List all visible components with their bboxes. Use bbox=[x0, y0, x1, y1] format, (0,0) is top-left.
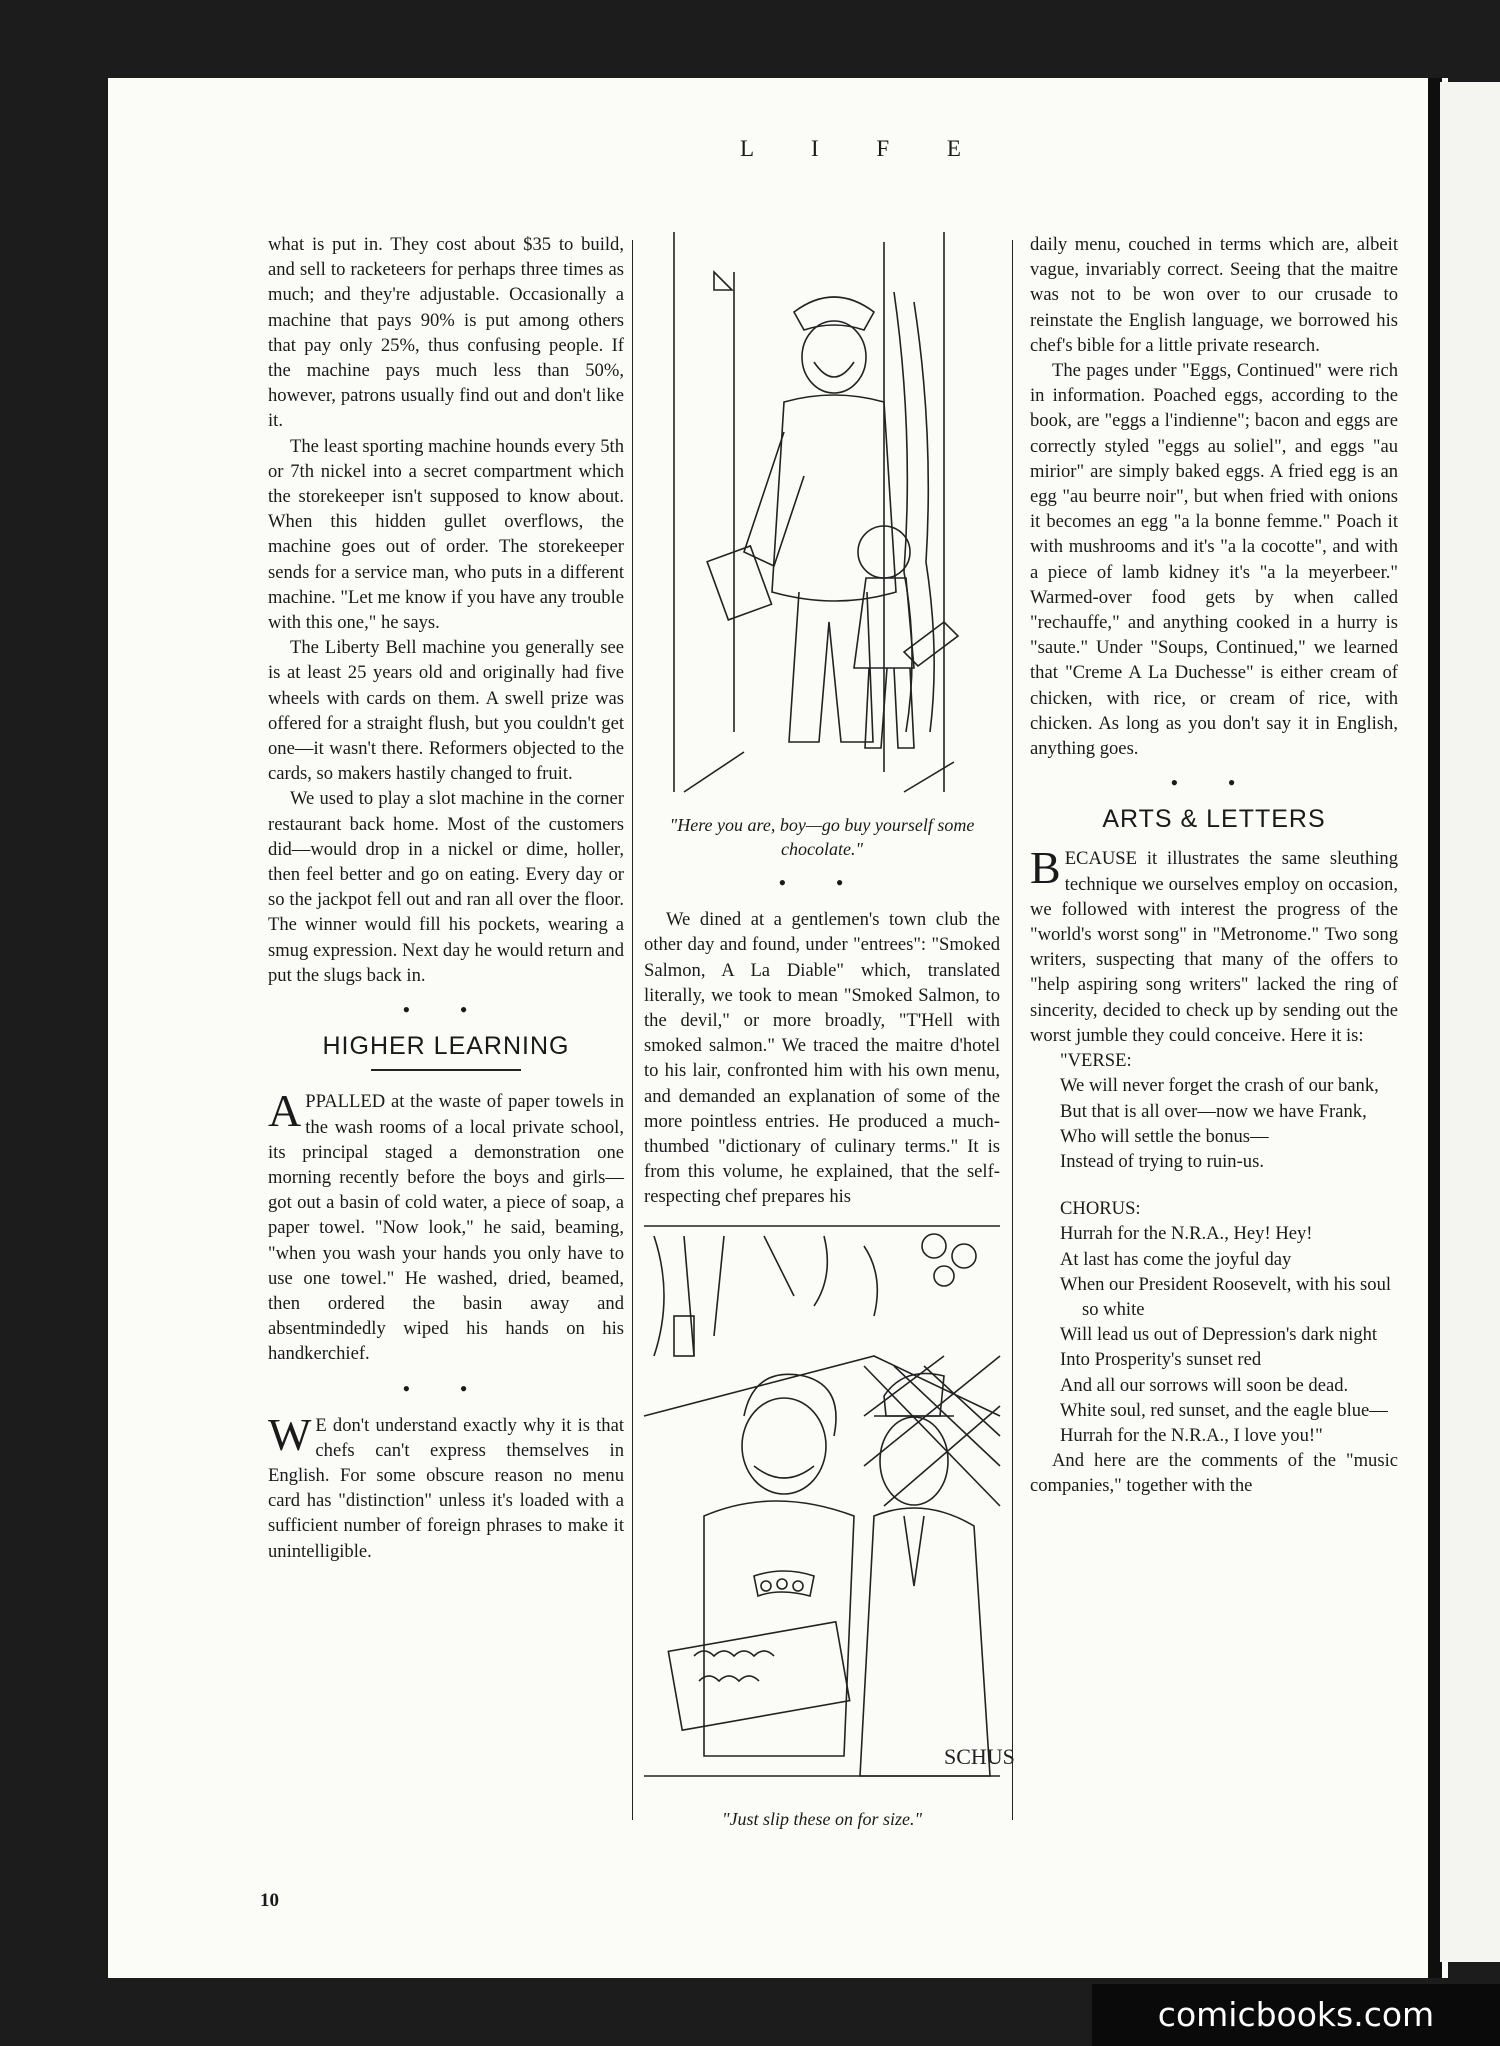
paragraph: And here are the comments of the "music companies," together with the bbox=[1030, 1450, 1398, 1497]
cartoon-doorman-illustration bbox=[644, 232, 1000, 802]
column-one bbox=[268, 232, 624, 1564]
paragraph: The pages under "Eggs, Continued" were rich in information. Poached eggs, according to the book, are "eggs a l'indienne"; bacon and eggs are correctly styled "eggs au soliel", and eggs "au mirior" are simply baked eggs. A fried egg is an egg "au beurre noir", but when fried with onions it becomes an egg "a la bonne femme." Poach it with mushrooms and it's "a la cocotte", and with a piece of lamb kidney it's "a la meyerbeer." Warmed-over food gets by when called "rechauffe," and anything cooked in a hurry is "saute." Under "Soups, Continued," we learned that "Creme A La Duchesse" is either cream of chicken, with rice, or cream of rice, with chicken. As long as you don't say it in English, anything goes. bbox=[1030, 360, 1398, 760]
heading-rule bbox=[371, 1069, 521, 1071]
section-separator: • • bbox=[402, 997, 490, 1023]
verse-label: "VERSE: bbox=[1060, 1050, 1132, 1072]
drop-cap: B bbox=[1030, 842, 1061, 894]
paragraph: daily menu, couched in terms which are, albeit vague, invariably correct. Seeing that the maitre was not to be won over to our crusade to reinstate the English language, we borrowed his chef's bible for a little private research. bbox=[1030, 234, 1398, 356]
song-lyrics bbox=[1060, 1048, 1398, 1448]
lyric-line: But that is all over—now we have Frank, bbox=[1060, 1100, 1367, 1122]
watermark: comicbooks.com bbox=[1092, 1984, 1500, 2046]
column-three bbox=[1030, 232, 1398, 1499]
lyric-line: Who will settle the bonus— bbox=[1060, 1125, 1269, 1147]
column-rule-left bbox=[632, 240, 633, 1820]
lyric-line: At last has come the joyful day bbox=[1060, 1248, 1292, 1270]
lyric-line: Into Prosperity's sunset red bbox=[1060, 1349, 1262, 1371]
paragraph: what is put in. They cost about $35 to build, and sell to racketeers for perhaps three times as much; and they're adjustable. Occasionally a machine that pays 90% is put among others that pay only 25%, thus confusing people. If the machine pays much less than 50%, however, patrons usually find out and don't like it. bbox=[268, 234, 624, 432]
paragraph: PPALLED at the waste of paper towels in the wash rooms of a local private school, its principal staged a demonstration one morning recently before the boys and girls—got out a basin of cold water, a piece of soap, a paper towel. "Now look," he said, beaming, "when you wash your hands you only have to use one towel." He washed, dried, beamed, then ordered the basin away and absentmindedly wiped his hands on his handkerchief. bbox=[268, 1091, 624, 1365]
facing-page-edge bbox=[1440, 82, 1500, 1962]
section-separator: • • bbox=[1170, 770, 1258, 796]
artist-signature: SCHUS bbox=[944, 1743, 1015, 1769]
paragraph: ECAUSE it illustrates the same sleuthing technique we ourselves employ on occasion, we followed with interest the progress of the "world's worst song" in "Metronome." Two song writers, suspecting that many of the offers to "help aspiring song writers" lacked the ring of sincerity, decided to check up by sending out the worst jumble they could conceive. Here it is: bbox=[1030, 848, 1398, 1046]
section-heading-higher-learning: HIGHER LEARNING bbox=[322, 1032, 570, 1061]
lyric-line: And all our sorrows will soon be dead. bbox=[1060, 1374, 1349, 1396]
lyric-line: Hurrah for the N.R.A., I love you!" bbox=[1060, 1424, 1323, 1446]
lyric-line: Hurrah for the N.R.A., Hey! Hey! bbox=[1060, 1223, 1313, 1245]
masthead: L I F E bbox=[740, 136, 987, 161]
lyric-line: Will lead us out of Depression's dark night bbox=[1060, 1324, 1378, 1346]
section-separator: • • bbox=[778, 870, 866, 896]
paragraph: We dined at a gentlemen's town club the other day and found, under "entrees": "Smoked Salmon, A La Diable" which, translated literally, we took to mean "Smoked Salmon, to the devil," or more broadly, "T'Hell with smoked salmon." We traced the maitre d'hotel to his lair, confronted him with his own menu, and demanded an explanation of some of the more pointless entries. He produced a much-thumbed "dictionary of culinary terms." It is from this volume, he explained, that the self-respecting chef prepares his bbox=[644, 909, 1000, 1208]
lyric-line: When our President Roosevelt, with his soul so white bbox=[1060, 1273, 1392, 1320]
lyric-line: Instead of trying to ruin-us. bbox=[1060, 1150, 1264, 1172]
drop-cap: A bbox=[268, 1085, 302, 1137]
lyric-line: We will never forget the crash of our bank, bbox=[1060, 1075, 1379, 1097]
chorus-label: CHORUS: bbox=[1060, 1198, 1141, 1220]
paragraph: The Liberty Bell machine you generally see is at least 25 years old and originally had five wheels with cards on them. A swell prize was offered for a straight flush, but you couldn't get one—it wasn't there. Reformers objected to the cards, so makers hastily changed to fruit. bbox=[268, 637, 624, 785]
column-rule-right bbox=[1012, 240, 1013, 1820]
paragraph: E don't understand exactly why it is that chefs can't express themselves in English. For some obscure reason no menu card has "distinction" unless it's loaded with a sufficient number of foreign phrases to make it unintelligible. bbox=[268, 1414, 624, 1562]
paragraph: The least sporting machine hounds every 5th or 7th nickel into a secret compartment which the storekeeper isn't supposed to know about. When this hidden gullet overflows, the machine goes out of order. The storekeeper sends for a service man, who puts in a different machine. "Let me know if you have any trouble with this one," he says. bbox=[268, 435, 624, 634]
section-separator: • • bbox=[402, 1375, 490, 1401]
page-number: 10 bbox=[260, 1890, 279, 1911]
column-two bbox=[644, 232, 1015, 1837]
lyric-line: White soul, red sunset, and the eagle blue— bbox=[1060, 1399, 1388, 1421]
cartoon-caption-shop: "Just slip these on for size." bbox=[721, 1808, 923, 1829]
drop-cap: W bbox=[268, 1408, 312, 1460]
cartoon-caption-doorman: "Here you are, boy—go buy yourself some chocolate." bbox=[669, 815, 975, 860]
cartoon-shop-illustration bbox=[644, 1216, 1015, 1796]
section-heading-arts-letters: ARTS & LETTERS bbox=[1102, 805, 1326, 834]
paragraph: We used to play a slot machine in the corner restaurant back home. Most of the customers did—would drop in a nickel or dime, holler, then feel better and go on eating. Every day or so the jackpot fell out and ran all over the floor. The winner would fill his pockets, wearing a smug expression. Next day he would return and put the slugs back in. bbox=[268, 788, 624, 986]
